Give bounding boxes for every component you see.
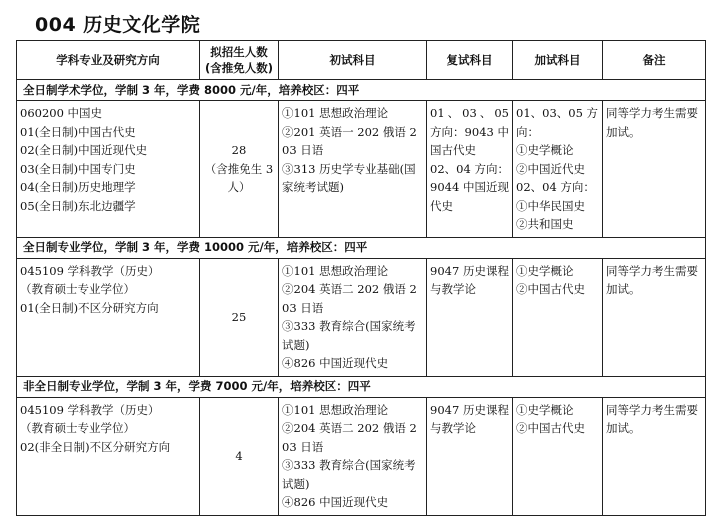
extra-line: 02、04 方向： [516, 180, 595, 194]
enroll-cell [200, 101, 279, 238]
major-cell [17, 101, 200, 238]
exam-line: ②201 英语一 202 俄语 203 日语 [282, 124, 417, 157]
major-line: 02(全日制)中国近现代史 [20, 143, 148, 157]
major-line: 045109 学科教学（历史） [20, 263, 160, 278]
retest-cell [427, 101, 513, 238]
exam-line: ①101 思想政治理论 [282, 106, 389, 120]
exam-line: ②204 英语二 202 俄语 203 日语 [282, 282, 417, 315]
header-exam: 初试科目 [279, 41, 427, 80]
note-cell [603, 258, 706, 376]
table-row [17, 101, 706, 238]
extra-line: ①史学概论 [516, 263, 574, 278]
note-text: 同等学力考生需要加试。 [606, 263, 698, 296]
enroll-note: （含推免生 3 人） [204, 161, 274, 194]
admissions-table [16, 40, 706, 516]
section-heading-row [17, 80, 706, 101]
major-line: 01(全日制)不区分研究方向 [20, 300, 159, 315]
extra-cell [513, 397, 603, 515]
extra-line: ②中国近代史 [516, 161, 585, 176]
header-note: 备注 [603, 41, 706, 80]
header-enroll-line1: 拟招生人数 [210, 45, 268, 59]
extra-line: ①中华民国史 [516, 198, 585, 213]
exam-line: ③333 教育综合(国家统考试题) [282, 319, 416, 352]
header-row [17, 41, 706, 80]
retest-line: 9047 历史课程与教学论 [430, 402, 509, 435]
exam-line: ④826 中国近现代史 [282, 495, 389, 509]
major-line: 05(全日制)东北边疆学 [20, 198, 136, 213]
major-line: （教育硕士专业学位） [20, 282, 135, 296]
enroll-count: 28 [231, 143, 247, 157]
exam-cell [279, 258, 427, 376]
extra-line: ②中国古代史 [516, 282, 585, 296]
exam-cell [279, 397, 427, 515]
major-cell [17, 258, 200, 376]
note-text: 同等学力考生需要加试。 [606, 106, 698, 139]
section-heading: 非全日制专业学位，学制 3 年，学费 7000 元/年，培养校区：四平 [17, 376, 706, 397]
major-cell [17, 397, 200, 515]
extra-line: 01、03、05 方向： [516, 106, 599, 139]
extra-cell [513, 101, 603, 238]
retest-line: 01、03、05 方向：9043 中国古代史 [430, 106, 509, 157]
major-line: （教育硕士专业学位） [20, 421, 135, 435]
note-cell [603, 101, 706, 238]
header-enroll-line2: (含推免人数) [204, 61, 273, 75]
exam-line: ④826 中国近现代史 [282, 356, 389, 370]
note-cell [603, 397, 706, 515]
exam-cell [279, 101, 427, 238]
exam-line: ①101 思想政治理论 [282, 402, 389, 417]
section-heading-row [17, 237, 706, 258]
section-heading: 全日制专业学位，学制 3 年，学费 10000 元/年，培养校区：四平 [17, 237, 706, 258]
enroll-count: 25 [231, 309, 247, 324]
exam-line: ②204 英语二 202 俄语 203 日语 [282, 421, 417, 454]
table-row [17, 397, 706, 515]
enroll-cell [200, 258, 279, 376]
major-line: 045109 学科教学（历史） [20, 402, 160, 417]
major-line: 01(全日制)中国古代史 [20, 124, 136, 139]
major-line: 03(全日制)中国专门史 [20, 161, 136, 176]
extra-line: ②中国古代史 [516, 421, 585, 435]
page-title: 004 历史文化学院 [35, 14, 201, 36]
retest-cell [427, 397, 513, 515]
enroll-cell [200, 397, 279, 515]
extra-line: ②共和国史 [516, 217, 574, 231]
major-line: 060200 中国史 [20, 106, 103, 120]
major-line: 04(全日制)历史地理学 [20, 180, 136, 194]
section-heading: 全日制学术学位，学制 3 年，学费 8000 元/年，培养校区：四平 [17, 80, 706, 101]
major-line: 02(非全日制)不区分研究方向 [20, 439, 171, 454]
retest-line: 9047 历史课程与教学论 [430, 263, 509, 296]
extra-line: ①史学概论 [516, 402, 574, 417]
header-retest: 复试科目 [427, 41, 513, 80]
header-major: 学科专业及研究方向 [17, 41, 200, 80]
table-row [17, 258, 706, 376]
exam-line: ③333 教育综合(国家统考试题) [282, 458, 416, 491]
retest-line: 02、04 方向：9044 中国近现代史 [430, 161, 509, 213]
exam-line: ①101 思想政治理论 [282, 263, 389, 278]
note-text: 同等学力考生需要加试。 [606, 402, 698, 435]
retest-cell [427, 258, 513, 376]
extra-cell [513, 258, 603, 376]
exam-line: ③313 历史学专业基础(国家统考试题) [282, 161, 416, 194]
header-extra: 加试科目 [513, 41, 603, 80]
header-enroll [200, 41, 279, 80]
extra-line: ①史学概论 [516, 143, 574, 157]
section-heading-row [17, 376, 706, 397]
enroll-count: 4 [235, 448, 243, 463]
